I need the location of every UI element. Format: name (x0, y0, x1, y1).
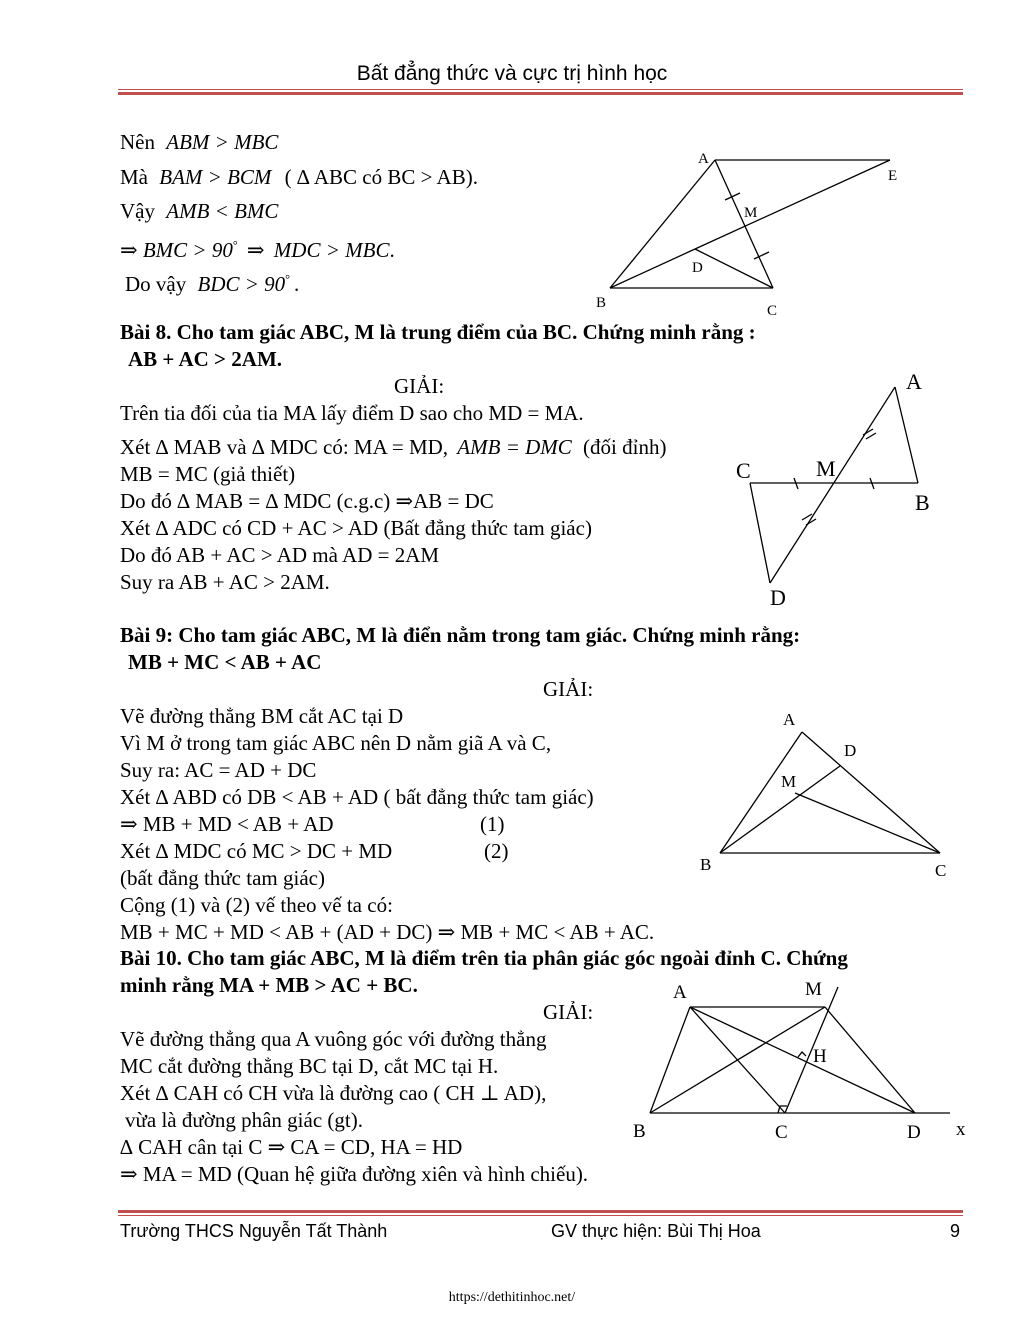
bai10-line-1: Vẽ đường thẳng qua A vuông góc với đường thẳng (120, 1027, 547, 1051)
bai8-line-6: Do đó AB + AC > AD mà AD = 2AM (120, 543, 440, 567)
bai9-line-6: Xét ∆ MDC có MC > DC + MD (120, 839, 393, 863)
label-C: C (736, 458, 751, 483)
prev-line-1-math: ABM > MBC (166, 130, 279, 154)
bai10-line-5: ∆ CAH cân tại C ⇒ CA = CD, HA = HD (120, 1135, 463, 1159)
footer-rule-thin (118, 1215, 963, 1216)
label-B: B (633, 1121, 646, 1142)
prev-line-5-math: BDC > 90 (197, 272, 286, 296)
period: . (293, 272, 300, 296)
footer-teacher: GV thực hiện: Bùi Thị Hoa (551, 1221, 761, 1241)
prev-line-3-math: AMB < BMC (166, 199, 279, 223)
bai8-line-5: Xét ∆ ADC có CD + AC > AD (Bất đẳng thức tam giác) (120, 516, 592, 540)
bai9-title-line2: MB + MC < AB + AC (128, 650, 322, 674)
bai9-line-1: Vẽ đường thẳng BM cắt AC tại D (120, 704, 404, 728)
label-A: A (698, 151, 709, 167)
bai10-line-4: vừa là đường phân giác (gt). (125, 1108, 363, 1132)
bai9-line-7: (bất đẳng thức tam giác) (120, 866, 325, 890)
label-A: A (673, 982, 687, 1003)
label-B: B (915, 490, 930, 515)
label-D: D (844, 741, 857, 760)
label-M: M (781, 772, 797, 791)
bai9-line-2: Vì M ở trong tam giác ABC nên D nằm giã A và C, (120, 731, 552, 755)
prev-line-4 (120, 233, 395, 262)
label-H: H (813, 1046, 827, 1067)
bai8-line-3: MB = MC (giả thiết) (120, 462, 296, 486)
prev-line-5-text: Do vậy (125, 272, 187, 296)
label-A: A (906, 369, 922, 394)
label-D: D (692, 260, 703, 276)
page-header-title: Bất đẳng thức và cực trị hình học (356, 62, 668, 85)
prev-line-4-math-a: BMC > 90 (142, 238, 233, 262)
prev-line-1 (120, 130, 278, 154)
bai9-line-3: Suy ra: AC = AD + DC (120, 758, 317, 782)
label-D: D (907, 1122, 921, 1143)
bai8-title-line2: AB + AC > 2AM. (128, 347, 283, 371)
footer-school: Trường THCS Nguyễn Tất Thành (120, 1221, 388, 1241)
bai8-line-2-text: Xét ∆ MAB và ∆ MDC có: MA = MD, (120, 435, 449, 459)
prev-line-2-text: Mà (120, 165, 148, 189)
bai10-title-line1: Bài 10. Cho tam giác ABC, M là điểm trên tia phân giác góc ngoài đỉnh C. Chứng (120, 946, 848, 970)
prev-line-2-math: BAM > BCM (159, 165, 272, 189)
label-C: C (767, 303, 778, 319)
bai8-title-line1: Bài 8. Cho tam giác ABC, M là trung điểm của BC. Chứng minh rằng : (120, 320, 756, 344)
figure-prev-triangle (590, 145, 920, 325)
degree-symbol: ° (285, 272, 290, 286)
bai10-title-line2: minh rằng MA + MB > AC + BC. (120, 973, 418, 997)
bai8-line-2-math: AMB = DMC (457, 435, 572, 459)
bai10-line-6: ⇒ MA = MD (Quan hệ giữa đường xiên và hình chiếu). (120, 1162, 589, 1186)
bai10-giai-heading: GIẢI: (543, 1000, 594, 1024)
figure-bai10 (620, 975, 980, 1150)
header-rule-thick (118, 92, 963, 95)
bai10-line-3: Xét ∆ CAH có CH vừa là đường cao ( CH ⊥ AD), (120, 1081, 547, 1105)
label-E: E (888, 168, 898, 184)
bai9-line-5-num: (1) (480, 812, 505, 836)
bai8-line-7: Suy ra AB + AC > 2AM. (120, 570, 330, 594)
prev-line-3 (120, 199, 278, 223)
label-M: M (816, 456, 836, 481)
period: . (389, 238, 395, 262)
label-A: A (783, 710, 796, 729)
label-M: M (805, 979, 822, 1000)
label-x: x (956, 1119, 966, 1140)
bai9-line-8: Cộng (1) và (2) vế theo vế ta có: (120, 893, 393, 917)
figure-bai9 (690, 705, 960, 885)
bai9-line-4: Xét ∆ ABD có DB < AB + AD ( bất đẳng thức tam giác) (120, 785, 594, 809)
footer-rule-thick (118, 1210, 963, 1213)
bai8-line-1: Trên tia đối của tia MA lấy điểm D sao cho MD = MA. (120, 401, 584, 425)
label-C: C (775, 1122, 788, 1143)
prev-line-1-text: Nên (120, 130, 155, 154)
label-D: D (770, 585, 786, 610)
prev-line-3-text: Vậy (120, 199, 155, 223)
prev-line-2-note: ( ∆ ABC có BC > AB). (284, 165, 478, 189)
bai9-title-line1: Bài 9: Cho tam giác ABC, M là điển nằm trong tam giác. Chứng minh rằng: (120, 623, 801, 647)
label-B: B (700, 855, 712, 874)
bai9-line-6-num: (2) (484, 839, 509, 863)
bai9-line-9: MB + MC + MD < AB + (AD + DC) ⇒ MB + MC < AB + AC. (120, 920, 655, 944)
bai8-line-2 (120, 435, 666, 459)
implies-symbol: ⇒ (120, 238, 138, 262)
bai8-line-2-note: (đối đỉnh) (583, 435, 667, 459)
implies-symbol: ⇒ (246, 238, 265, 262)
figure-bai8 (730, 365, 950, 615)
bai8-giai-heading: GIẢI: (394, 374, 445, 398)
prev-line-2 (120, 165, 478, 189)
label-C: C (935, 861, 947, 880)
bai10-line-2: MC cắt đường thẳng BC tại D, cắt MC tại H. (120, 1054, 499, 1078)
bai8-line-4: Do đó ∆ MAB = ∆ MDC (c.g.c) ⇒AB = DC (120, 489, 494, 513)
prev-line-5 (125, 267, 299, 296)
source-url: https://dethitinhoc.net/ (448, 1290, 576, 1305)
label-B: B (596, 295, 607, 311)
bai9-line-5: ⇒ MB + MD < AB + AD (120, 812, 334, 836)
prev-line-4-math-b: MDC > MBC (273, 238, 390, 262)
footer-page-number: 9 (950, 1221, 961, 1241)
header-rule-thin (118, 89, 963, 90)
label-M: M (744, 205, 758, 221)
degree-symbol: ° (232, 238, 238, 252)
bai9-giai-heading: GIẢI: (543, 677, 594, 701)
